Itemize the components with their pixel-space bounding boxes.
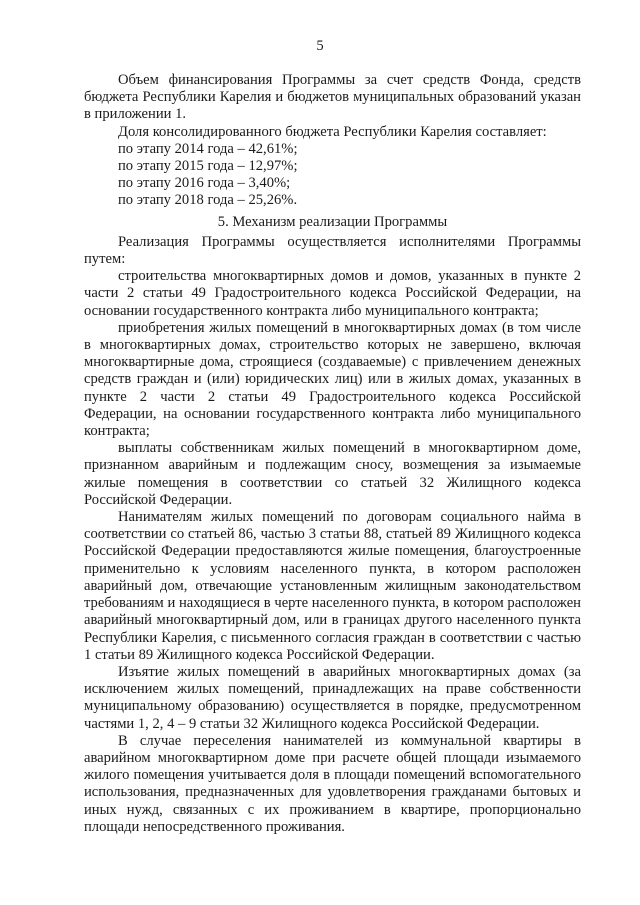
paragraph-construction: строительства многоквартирных домов и домов, указанных в пункте 2 части 2 статьи 49 Градостроительного кодекса Российской Федерации, на основании государственного контракта либо муниципального контракта; (84, 268, 581, 319)
paragraph-budget-share: Доля консолидированного бюджета Республики Карелия составляет: (118, 123, 547, 140)
page-number: 5 (316, 38, 324, 54)
stage-2015: по этапу 2015 года – 12,97%; (118, 158, 298, 175)
paragraph-funding: Объем финансирования Программы за счет средств Фонда, средств бюджета Республики Карелия и бюджетов муниципальных образований указан в приложении 1. (84, 72, 581, 123)
stage-2018: по этапу 2018 года – 25,26%. (118, 192, 298, 209)
stage-2016: по этапу 2016 года – 3,40%; (118, 175, 291, 192)
paragraph-communal: В случае переселения нанимателей из коммунальной квартиры в аварийном многоквартирном доме при расчете общей площади изымаемого жилого помещения учитывается доля в площади помещений вспомогательного использования, предназначенных для удовлетворения гражданами бытовых и иных нужд, связанных с их проживанием в квартире, пропорционально площади непосредственного проживания. (84, 732, 581, 835)
paragraph-tenants: Нанимателям жилых помещений по договорам социального найма в соответствии со статьей 86, частью 3 статьи 88, статьей 89 Жилищного кодекса Российской Федерации предоставляются жилые помещения, благоустроенные применительно к условиям населенного пункта, в котором расположен аварийный дом, отвечающие установленным жилищным законодательством требованиям и находящиеся в черте населенного пункта, в котором расположен аварийный многоквартирный дом, или в границах другого населенного пункта Республики Карелия, с письменного согласия граждан в соответствии с частью 1 статьи 89 Жилищного кодекса Российской Федерации. (84, 509, 581, 663)
paragraph-seizure: Изъятие жилых помещений в аварийных многоквартирных домах (за исключением жилых помещений, принадлежащих на праве собственности муниципальному образованию) осуществляется в порядке, предусмотренном частями 1, 2, 4 – 9 статьи 32 Жилищного кодекса Российской Федерации. (84, 663, 581, 732)
paragraph-implementation: Реализация Программы осуществляется исполнителями Программы путем: (84, 233, 581, 268)
paragraph-compensation: выплаты собственникам жилых помещений в многоквартирном доме, признанном аварийным и подлежащим сносу, возмещения за изымаемые жилые помещения в соответствии со статьей 32 Жилищного кодекса Российской Федерации. (84, 440, 581, 508)
paragraph-acquisition: приобретения жилых помещений в многоквартирных домах (в том числе в многоквартирных домах, строительство которых не завершено, включая многоквартирные дома, строящиеся (создаваемые) с привлечением денежных средств граждан и (или) юридических лиц) или в жилых домах, указанных в пункте 2 части 2 статьи 49 Градостроительного кодекса Российской Федерации, на основании государственного контракта либо муниципального контракта; (84, 319, 581, 440)
section-title: 5. Механизм реализации Программы (217, 213, 448, 230)
document-body (84, 72, 581, 836)
stage-2014: по этапу 2014 года – 42,61%; (118, 140, 298, 157)
